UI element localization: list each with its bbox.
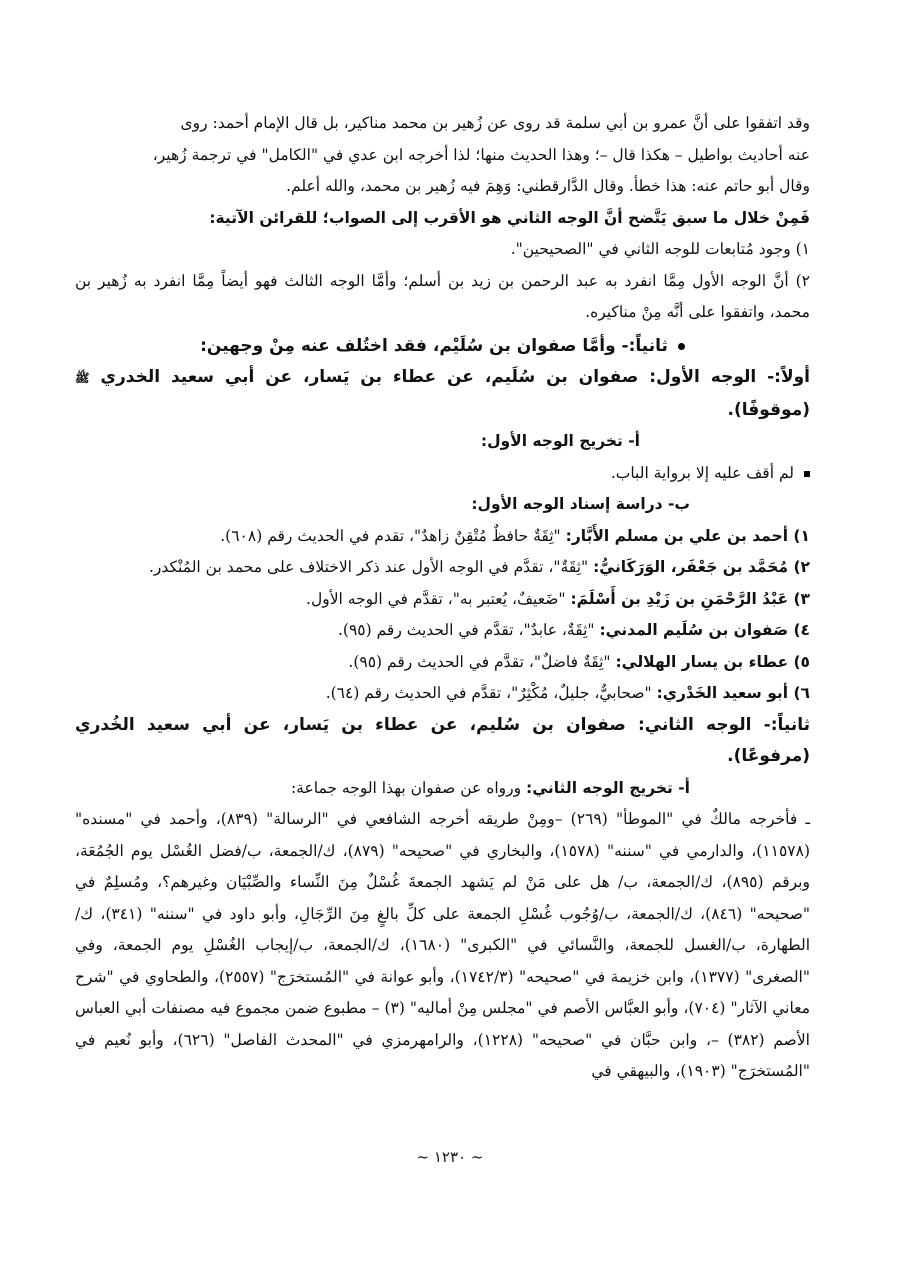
page-number: ~ ١٢٣٠ ~ xyxy=(416,1148,484,1166)
face-2-heading xyxy=(75,710,810,773)
narrator-5: ٥) عطاء بن يسار الهلالي: "ثِقَةٌ فاضلٌ"، تقدَّم في الحديث رقم (٩٥). xyxy=(348,652,810,671)
face-2-takhrij xyxy=(75,773,810,805)
narrator-6: ٦) أبو سعيد الخَدْري: "صحابيٌّ، جليلٌ، مُكْثِرٌ"، تقدَّم في الحديث رقم (٦٤). xyxy=(325,684,810,702)
face-2-status: (مرفوعًا). xyxy=(727,746,810,766)
conclusion-heading: فَمِنْ خلال ما سبق يَتَّضح أنَّ الوجه الثاني هو الأقرب إلى الصواب؛ للقرائن الآتية: xyxy=(209,208,810,227)
document-page xyxy=(75,108,810,1088)
honorific-icon: ﷺ xyxy=(75,371,90,385)
takhrij-paragraph: ـ فأخرجه مالكٌ في "الموطأ" (٢٦٩) –ومِنْ طريقه أخرجه الشافعي في "الرسالة" (٨٣٩)، وأحمد في "مسنده" (١١٥٧٨)، والدارمي في "سننه" (١٥٧٨)، والبخاري في "صحيحه" (٨٧٩)، ك/الجمعة، ب/فضل الغُسْل يوم الجُمُعَة، وبرقم (٨٩٥)، ك/الجمعة، ب/ هل على مَنْ لم يَشهد الجمعةَ غُسْلٌ مِنَ النِّساء والصِّبْيَان وغيرهم؟، ومُسلِمٌ في "صحيحه" (٨٤٦)، ك/الجمعة، ب/وُجُوب غُسْلِ الجمعة على كلِّ بالغٍ مِنَ الرِّجَالِ، وأبو داود في "سننه" (٣٤١)، ك/الطهارة، ب/الغسل للجمعة، والنَّسائي في "الكبرى" (١٦٨٠)، ك/الجمعة، ب/إيجاب الغُسْلِ يوم الجمعة، وفي "الصغرى" (١٣٧٧)، وابن خزيمة في "صحيحه" (١٧٤٢/٣)، وأبو عوانة في "المُستخرَج" (٢٥٥٧)، والطحاوي في "شرح معاني الآثار" (٧٠٤)، وأبو العبَّاس الأصم في "مجلس مِنْ أماليه" (٣) – مطبوع ضمن مجموع فيه مصنفات أبي العباس الأصم (٣٨٢) –، وابن حبَّان في "صحيحه" (١٢٢٨)، والرامهرمزي في "المحدث الفاصل" (٦٢٦)، وأبو نُعيم في "المُستخرَج" (١٩٠٣)، والبيهقي في xyxy=(75,810,810,1080)
narrator-3: ٣) عَبْدُ الرَّحْمَنِ بن زَيْدِ بن أَسْلَمَ: "ضَعيفٌ، يُعتبر به"، تقدَّم في الوجه الأول. xyxy=(306,589,810,608)
reason-1: ١) وجود مُتابعات للوجه الثاني في "الصحيحين". xyxy=(510,240,810,258)
intro-line-2: عنه أحاديث بواطيل – هكذا قال –؛ وهذا الحديث منها؛ لذا أخرجه ابن عدي في "الكامل" في ترجمة زُهير، xyxy=(152,145,810,164)
narrator-1: ١) أحمد بن علي بن مسلم الأَبَّار: "ثِقَةٌ حافظٌ مُتْقِنٌ زاهدٌ"، تقدم في الحديث رقم (٦٠٨). xyxy=(220,526,810,545)
face-2-takhrij-note: ورواه عن صفوان بهذا الوجه جماعة: xyxy=(290,778,527,797)
face-1-label: أولاً:- الوجه الأول: xyxy=(649,367,810,387)
intro-line-1: وقد اتفقوا على أنَّ عمرو بن أبي سلمة قد روى عن زُهير بن محمد مناكير، بل قال الإمام أحمد: روى xyxy=(180,114,810,132)
reason-2: ٢) أنَّ الوجه الأول مِمَّا انفرد به عبد الرحمن بن زيد بن أسلم؛ وأمَّا الوجه الثالث فهو أيضاً مِمَّا انفرد به زُهير بن محمد، واتفقوا على أنَّه مِنْ مناكيره. xyxy=(75,271,810,321)
face-1-heading xyxy=(75,362,810,426)
face-2-takhrij-title: أ- تخريج الوجه الثاني: xyxy=(526,778,690,797)
narrator-2: ٢) مُحَمَّد بن جَعْفَر، الوَرَكَانيُّ: "ثِقَةٌ"، تقدَّم في الوجه الأول عند ذكر الاختلاف على محمد بن المُنْكدر. xyxy=(148,558,810,576)
intro-line-3: وقال أبو حاتم عنه: هذا خطأ. وقال الدَّارقطني: وَهِمَ فيه زُهير بن محمد، والله أعلم. xyxy=(286,177,810,195)
square-bullet-icon xyxy=(804,471,810,477)
section-2-title: ثانياً:- وأمَّا صفوان بن سُلَيْم، فقد اختُلف عنه مِنْ وجهين: xyxy=(75,331,810,363)
face-1-status: (موقوفًا). xyxy=(727,399,810,420)
narrator-4: ٤) صَفوان بن سُلَيم المدني: "ثِقَةٌ، عابدٌ"، تقدَّم في الحديث رقم (٩٥). xyxy=(338,621,810,639)
face-1-chain: صفوان بن سُلَيم، عن عطاء بن يَسار، عن أبي سعيد الخدري xyxy=(100,367,639,387)
face-1-isnad-title: ب- دراسة إسناد الوجه الأول: xyxy=(471,495,690,513)
face-2-label: ثانياً:- الوجه الثاني: xyxy=(637,714,810,735)
face-2-chain: صفوان بن سُليم، عن عطاء بن يَسار، عن أبي سعيد الخُدري xyxy=(75,714,626,735)
face-1-takhrij-note: لم أقف عليه إلا برواية الباب. xyxy=(75,458,810,490)
face-1-takhrij-title: أ- تخريج الوجه الأول: xyxy=(480,432,640,450)
bullet-icon xyxy=(678,343,685,350)
